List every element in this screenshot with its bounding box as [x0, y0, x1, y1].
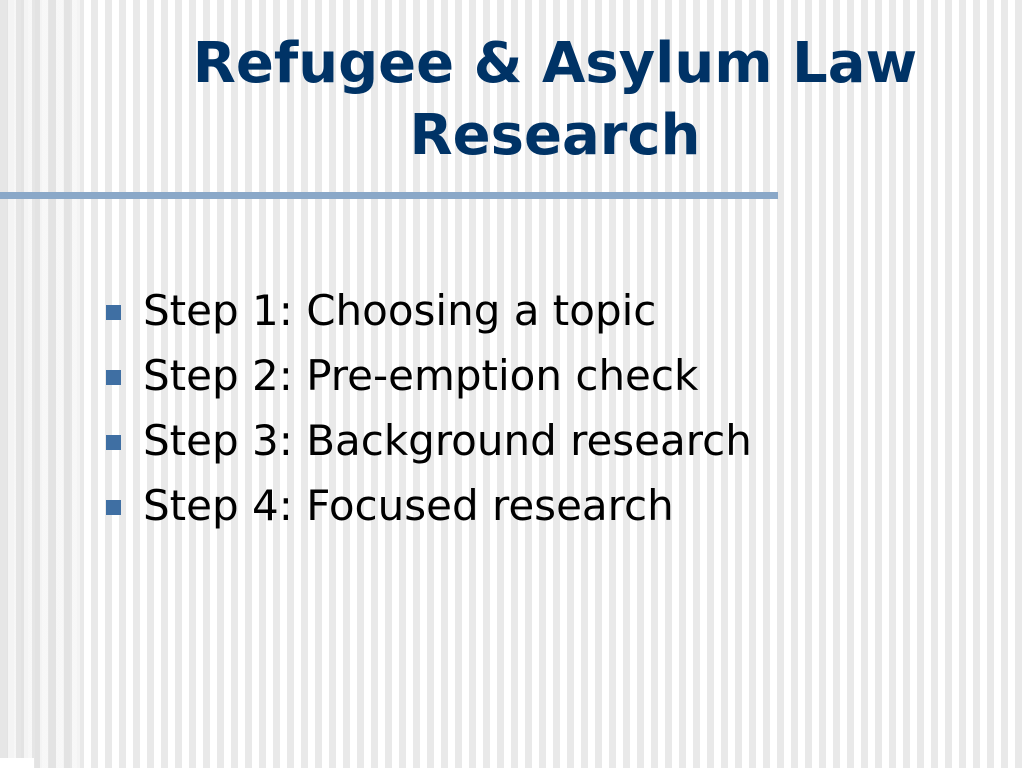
bullet-item-step-2 [106, 343, 752, 408]
bullet-list [106, 278, 752, 538]
square-bullet-icon [106, 500, 121, 515]
bullet-item-step-1 [106, 278, 752, 343]
bullet-item-step-4 [106, 473, 752, 538]
square-bullet-icon [106, 305, 121, 320]
corner-mark [0, 758, 34, 768]
square-bullet-icon [106, 435, 121, 450]
square-bullet-icon [106, 370, 121, 385]
bullet-text: Step 4: Focused research [143, 481, 674, 530]
title-divider [0, 192, 778, 199]
bullet-text: Step 2: Pre-emption check [143, 351, 699, 400]
slide-title: Refugee & Asylum Law Research [192, 31, 918, 168]
bullet-item-step-3 [106, 408, 752, 473]
bullet-text: Step 1: Choosing a topic [143, 286, 657, 335]
bullet-text: Step 3: Background research [143, 416, 752, 465]
background-stripe [0, 0, 80, 768]
